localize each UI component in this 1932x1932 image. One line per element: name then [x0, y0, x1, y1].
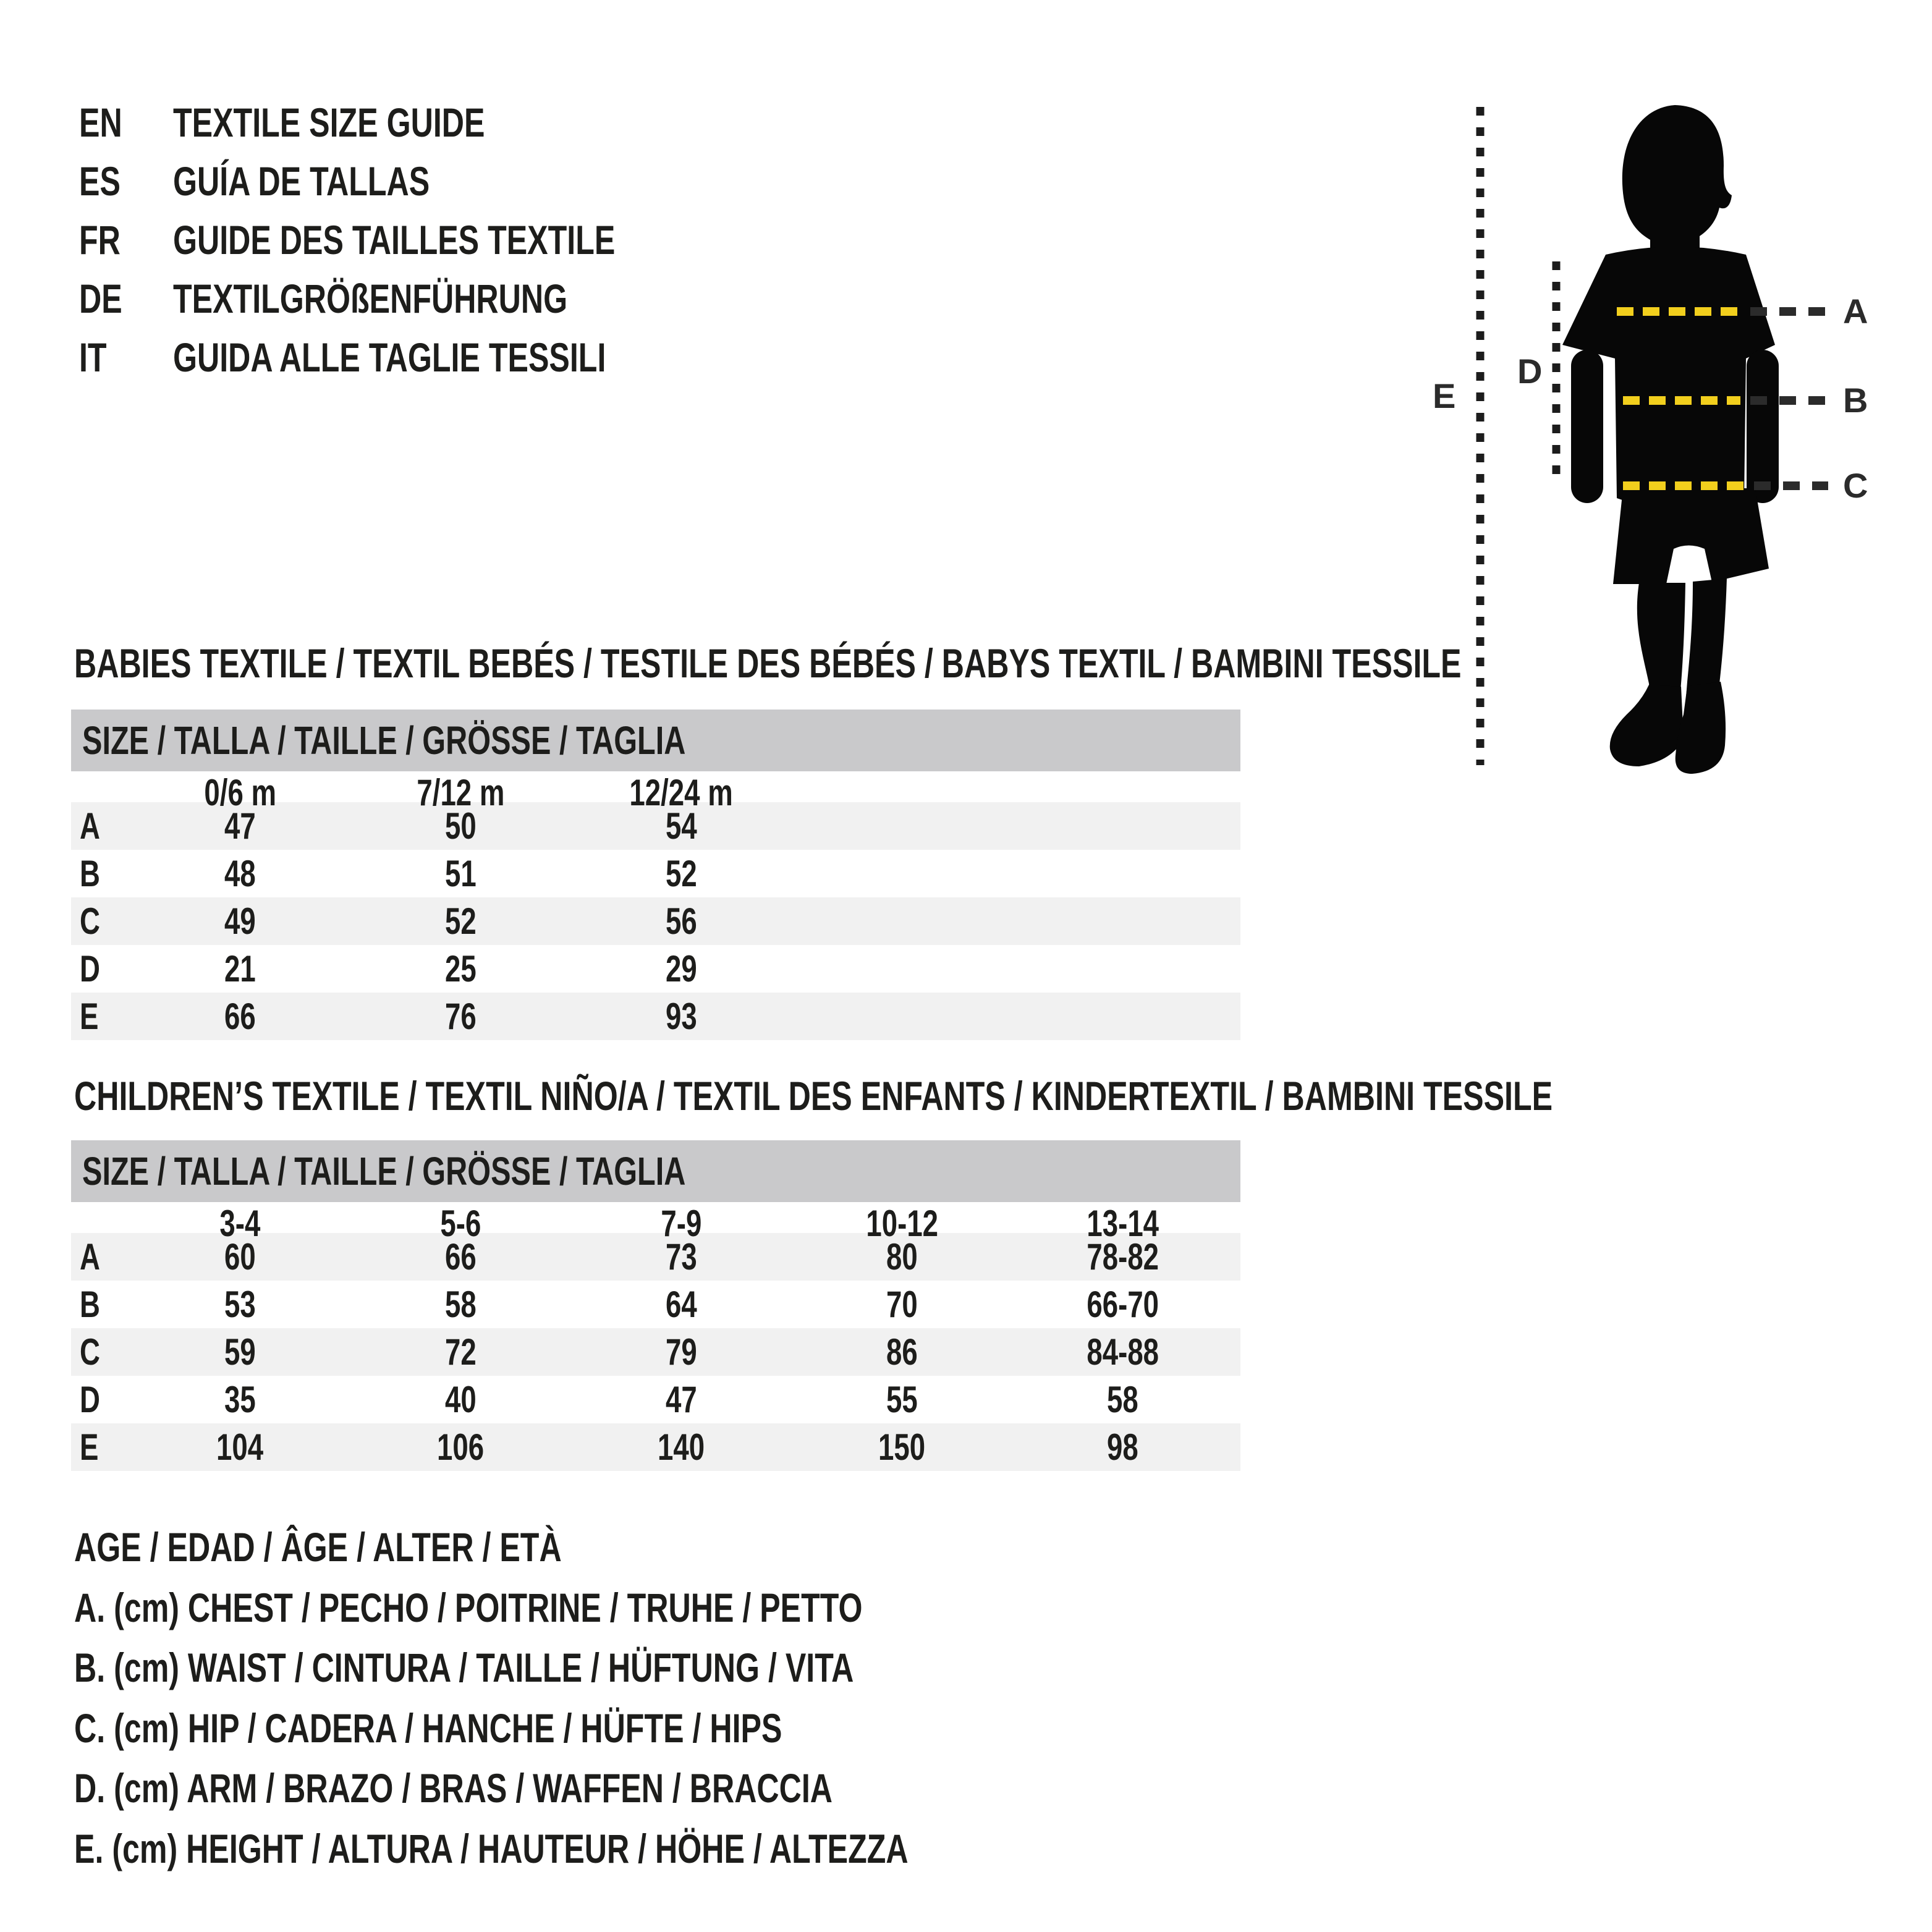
cell: 72 [445, 1331, 477, 1373]
legend-line-age: AGE / EDAD / ÂGE / ALTER / ETÀ [74, 1524, 562, 1570]
table-row [71, 1423, 1240, 1471]
legend-line-chest: A. (cm) CHEST / PECHO / POITRINE / TRUHE / PETTO [74, 1584, 863, 1630]
figure-label-e: E [1433, 376, 1456, 415]
cell: 64 [666, 1284, 697, 1325]
children-size-header-bar: SIZE / TALLA / TAILLE / GRÖSSE / TAGLIA [71, 1140, 1240, 1202]
language-header [79, 102, 755, 396]
row-label: D [80, 1379, 100, 1420]
babies-col-1: 7/12 m [417, 772, 505, 813]
cell: 104 [216, 1426, 264, 1468]
language-code-es: ES [79, 158, 121, 204]
row-label: B [80, 853, 100, 894]
language-row-es [79, 158, 755, 204]
measurement-figure [1409, 91, 1932, 790]
table-row [71, 1328, 1240, 1376]
figure-label-a: A [1843, 292, 1868, 331]
cell: 54 [666, 805, 697, 847]
language-row-en [79, 102, 755, 143]
babies-col-2: 12/24 m [629, 772, 734, 813]
cell: 66 [224, 996, 256, 1037]
babies-column-headers [71, 771, 1240, 813]
children-col-1: 5-6 [440, 1203, 481, 1244]
table-row [71, 1233, 1240, 1281]
legend-line-hip: C. (cm) HIP / CADERA / HANCHE / HÜFTE / HIPS [74, 1705, 782, 1751]
children-col-0: 3-4 [219, 1203, 261, 1244]
cell: 49 [224, 900, 256, 942]
language-title-fr: GUIDE DES TAILLES TEXTILE [173, 217, 616, 263]
table-row [71, 1376, 1240, 1423]
row-label: D [80, 948, 100, 989]
language-row-fr [79, 217, 755, 263]
table-row [71, 945, 1240, 993]
cell: 76 [445, 996, 477, 1037]
cell: 52 [445, 900, 477, 942]
silhouette-shorts [1613, 488, 1769, 584]
cell: 29 [666, 948, 697, 989]
row-label: A [80, 1236, 100, 1277]
silhouette-left-arm [1571, 350, 1603, 503]
cell: 40 [445, 1379, 477, 1420]
cell: 93 [666, 996, 697, 1037]
cell: 21 [224, 948, 256, 989]
children-section-title: CHILDREN’S TEXTILE / TEXTIL NIÑO/A / TEXTIL DES ENFANTS / KINDERTEXTIL / BAMBINI TESSILE [74, 1073, 1553, 1119]
cell: 47 [224, 805, 256, 847]
legend-line-height: E. (cm) HEIGHT / ALTURA / HAUTEUR / HÖHE / ALTEZZA [74, 1825, 909, 1871]
legend-line-arm: D. (cm) ARM / BRAZO / BRAS / WAFFEN / BRACCIA [74, 1765, 833, 1811]
language-code-it: IT [79, 334, 107, 380]
babies-col-0: 0/6 m [204, 772, 276, 813]
language-code-en: EN [79, 100, 122, 145]
language-code-fr: FR [79, 217, 121, 263]
measurement-legend [74, 1525, 1172, 1887]
language-title-it: GUIDA ALLE TAGLIE TESSILI [173, 334, 606, 380]
cell: 86 [886, 1331, 918, 1373]
cell: 50 [445, 805, 477, 847]
silhouette-left-shoe [1610, 685, 1684, 766]
children-column-headers [71, 1202, 1240, 1244]
children-col-4: 13-14 [1087, 1203, 1159, 1244]
cell: 66 [445, 1236, 477, 1277]
language-row-de [79, 278, 755, 319]
cell: 106 [437, 1426, 485, 1468]
language-title-en: TEXTILE SIZE GUIDE [173, 100, 485, 145]
cell: 150 [878, 1426, 926, 1468]
silhouette-right-shoe [1676, 682, 1726, 774]
babies-section-title: BABIES TEXTILE / TEXTIL BEBÉS / TESTILE DES BÉBÉS / BABYS TEXTIL / BAMBINI TESSILE [74, 640, 1462, 686]
row-label: E [80, 996, 99, 1037]
row-label: C [80, 900, 100, 942]
cell: 79 [666, 1331, 697, 1373]
table-row [71, 897, 1240, 945]
language-row-it [79, 334, 755, 380]
cell: 70 [886, 1284, 918, 1325]
cell: 78-82 [1087, 1236, 1159, 1277]
figure-label-d: D [1517, 352, 1543, 391]
children-col-2: 7-9 [661, 1203, 702, 1244]
cell: 58 [1107, 1379, 1138, 1420]
cell: 55 [886, 1379, 918, 1420]
language-title-de: TEXTILGRÖßENFÜHRUNG [173, 276, 568, 321]
cell: 51 [445, 853, 477, 894]
table-row [71, 850, 1240, 897]
children-size-table [71, 1140, 1240, 1471]
children-col-3: 10-12 [866, 1203, 938, 1244]
cell: 48 [224, 853, 256, 894]
row-label: B [80, 1284, 100, 1325]
babies-size-header-bar: SIZE / TALLA / TAILLE / GRÖSSE / TAGLIA [71, 710, 1240, 771]
cell: 80 [886, 1236, 918, 1277]
cell: 73 [666, 1236, 697, 1277]
cell: 58 [445, 1284, 477, 1325]
language-code-de: DE [79, 276, 122, 321]
language-title-es: GUÍA DE TALLAS [173, 158, 430, 204]
cell: 59 [224, 1331, 256, 1373]
cell: 53 [224, 1284, 256, 1325]
cell: 66-70 [1087, 1284, 1159, 1325]
cell: 25 [445, 948, 477, 989]
table-row [71, 993, 1240, 1040]
figure-label-b: B [1843, 381, 1868, 420]
row-label: C [80, 1331, 100, 1373]
babies-size-table [71, 710, 1240, 1040]
cell: 98 [1107, 1426, 1138, 1468]
row-label: E [80, 1426, 99, 1468]
cell: 60 [224, 1236, 256, 1277]
table-row [71, 1281, 1240, 1328]
cell: 35 [224, 1379, 256, 1420]
cell: 140 [658, 1426, 705, 1468]
row-label: A [80, 805, 100, 847]
silhouette-right-arm [1747, 350, 1779, 503]
legend-line-waist: B. (cm) WAIST / CINTURA / TAILLE / HÜFTUNG / VITA [74, 1645, 854, 1690]
cell: 84-88 [1087, 1331, 1159, 1373]
cell: 47 [666, 1379, 697, 1420]
figure-label-c: C [1843, 466, 1868, 505]
cell: 52 [666, 853, 697, 894]
silhouette-head [1622, 105, 1732, 257]
cell: 56 [666, 900, 697, 942]
